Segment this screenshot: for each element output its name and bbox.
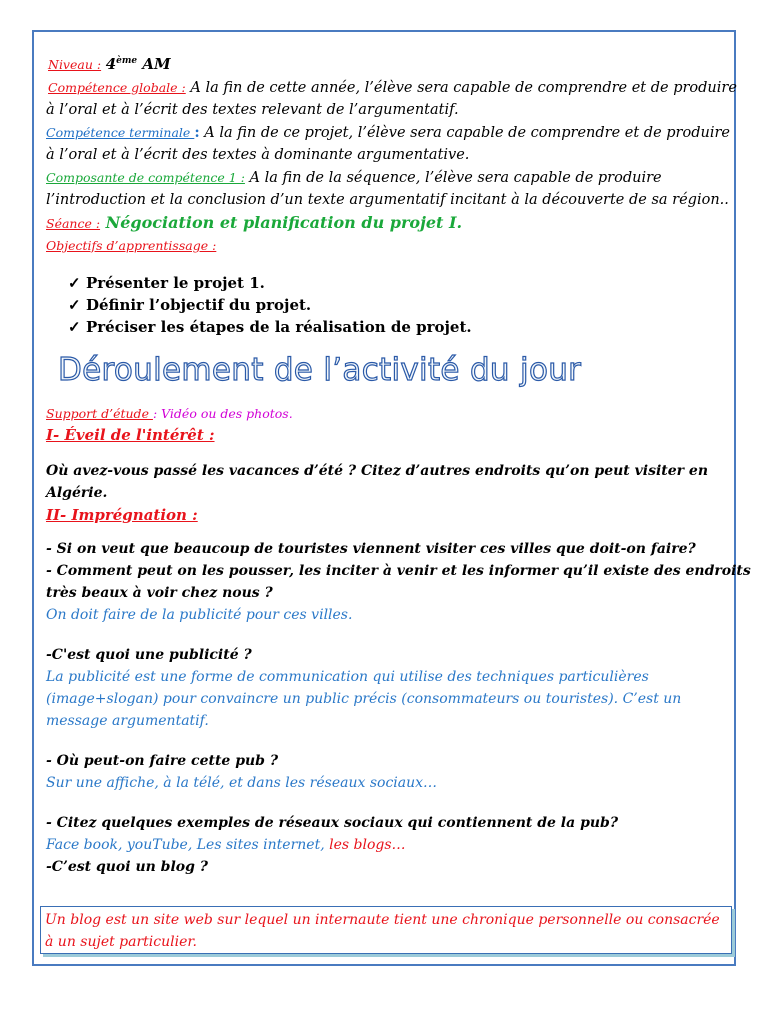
composante-label: Composante de compétence 1 : xyxy=(46,169,245,185)
answer: Sur une affiche, à la télé, et dans les réseaux sociaux… xyxy=(46,774,438,791)
question: -C'est quoi une publicité ? xyxy=(46,646,252,663)
check-icon: ✓ xyxy=(68,273,81,292)
check-icon: ✓ xyxy=(68,317,81,336)
list-item xyxy=(68,272,730,294)
support-line xyxy=(46,404,730,424)
answer: La publicité est une forme de communication qui utilise des techniques particulières xyxy=(46,668,649,685)
composante-text: A la fin de la séquence, l’élève sera capable de produire xyxy=(244,169,662,186)
competence-globale-text: A la fin de cette année, l’élève sera capable de comprendre et de produire xyxy=(185,79,737,96)
competence-terminale-text: A la fin de ce projet, l’élève sera capable de comprendre et de produire xyxy=(199,124,730,141)
composante-text-2: l’introduction et la conclusion d’un texte argumentatif incitant à la découverte de sa région.. xyxy=(46,192,729,208)
competence-terminale-label: Compétence terminale xyxy=(46,124,195,140)
lesson-sheet xyxy=(46,50,751,878)
objectifs-label: Objectifs d’apprentissage : xyxy=(46,238,217,253)
niveau-value: 4ème AM xyxy=(105,55,171,73)
answer xyxy=(46,834,730,856)
objectif-text: Présenter le projet 1. xyxy=(86,273,265,292)
main-title: Déroulement de l’activité du jour xyxy=(58,351,582,388)
question: - Où peut-on faire cette pub ? xyxy=(46,752,279,769)
answer: On doit faire de la publicité pour ces villes. xyxy=(46,606,353,623)
definition-text: Un blog est un site web sur lequel un internaute tient une chronique personnelle ou consacrée xyxy=(45,912,720,928)
check-icon: ✓ xyxy=(68,295,81,314)
section-heading-1: I- Éveil de l'intérêt : xyxy=(46,425,215,444)
composante-competence xyxy=(46,167,730,190)
question: Algérie. xyxy=(46,484,108,501)
objectifs-list xyxy=(68,272,730,338)
question: Où avez-vous passé les vacances d’été ? Citez d’autres endroits qu’on peut visiter en xyxy=(46,462,708,479)
question: -C’est quoi un blog ? xyxy=(46,858,208,875)
seance-line xyxy=(46,212,730,236)
competence-terminale xyxy=(46,122,730,145)
section-heading-2: II- Imprégnation : xyxy=(46,505,198,524)
list-item xyxy=(68,316,730,338)
support-label: Support d’étude xyxy=(46,405,153,421)
question: - Si on veut que beaucoup de touristes viennent visiter ces villes que doit-on faire? xyxy=(46,540,696,557)
niveau-label: Niveau : xyxy=(48,57,102,72)
competence-terminale-text-2: à l’oral et à l’écrit des textes à dominante argumentative. xyxy=(46,147,470,163)
support-value: : Vidéo ou des photos. xyxy=(152,405,293,421)
answer-text: Face book, youTube, Les sites internet, xyxy=(46,836,330,853)
answer: (image+slogan) pour convaincre un public précis (consommateurs ou touristes). C’est un xyxy=(46,690,682,707)
objectif-text: Préciser les étapes de la réalisation de projet. xyxy=(86,317,472,336)
answer: message argumentatif. xyxy=(46,712,209,729)
list-item xyxy=(68,294,730,316)
competence-globale xyxy=(48,77,737,100)
definition-box xyxy=(40,906,732,954)
seance-title: Négociation et planification du projet I. xyxy=(100,212,463,232)
objectif-text: Définir l’objectif du projet. xyxy=(86,295,312,314)
question: - Citez quelques exemples de réseaux sociaux qui contiennent de la pub? xyxy=(46,814,619,831)
competence-globale-text-2: à l’oral et à l’écrit des textes relevant de l’argumentatif. xyxy=(46,102,459,118)
niveau-line xyxy=(48,50,730,77)
objectifs-heading xyxy=(46,235,730,258)
question: - Comment peut on les pousser, les inciter à venir et les informer qu’il existe des endroits xyxy=(46,562,751,579)
competence-globale-label: Compétence globale : xyxy=(48,79,186,95)
question: très beaux à voir chez nous ? xyxy=(46,584,273,601)
definition-text-2: à un sujet particulier. xyxy=(45,934,197,950)
competence-terminale-colon: : xyxy=(194,123,200,141)
answer-highlight: les blogs… xyxy=(329,836,406,853)
seance-label: Séance : xyxy=(46,215,101,231)
